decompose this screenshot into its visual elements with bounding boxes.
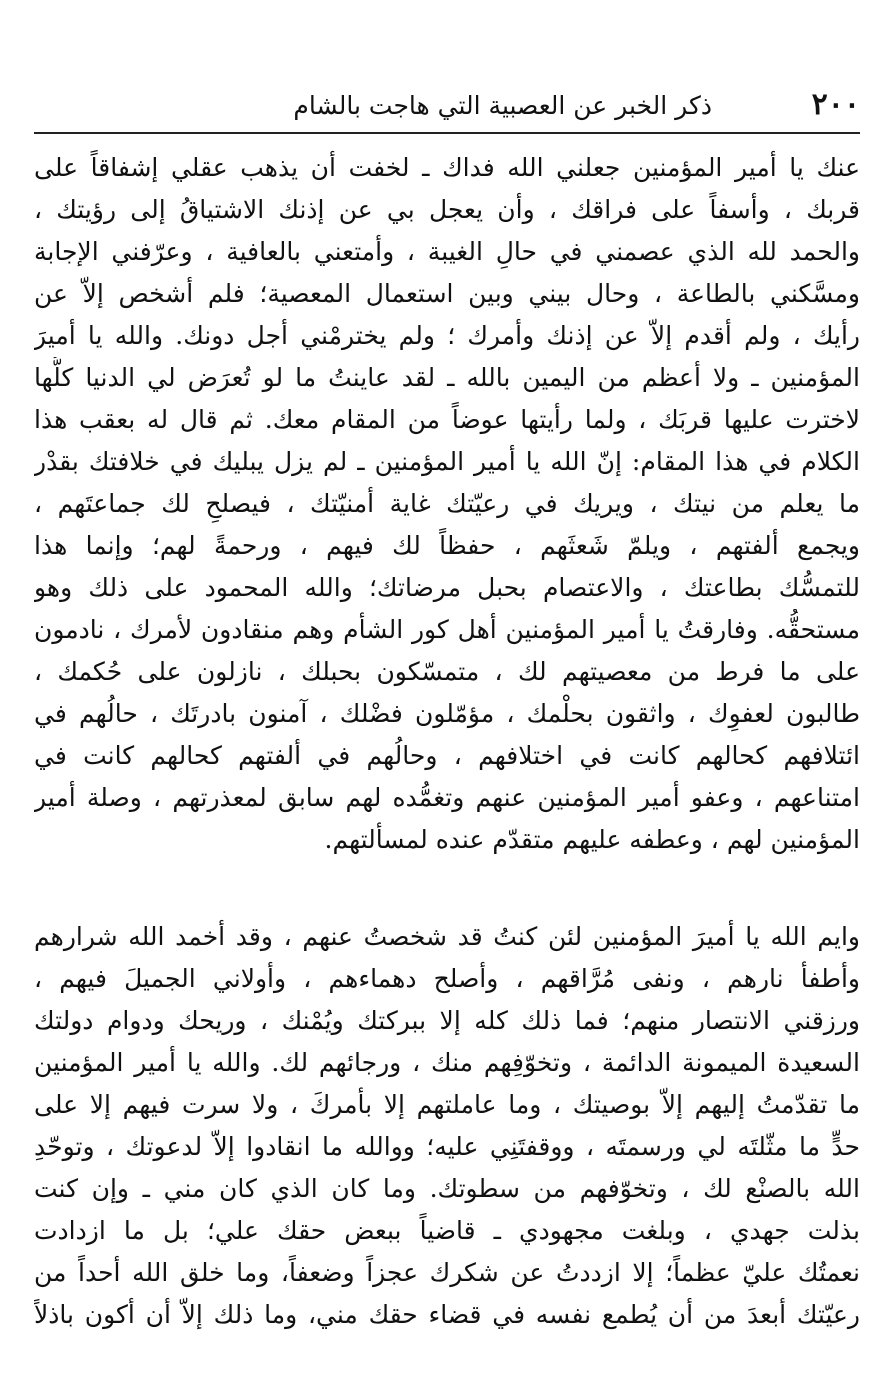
text-line: امتناعهم ، وعفو أمير المؤمنين عنهم وتغمُّده لهم سابق لمعذرتهم ، وصلة أمير	[34, 783, 860, 812]
text-line: وايم الله يا أميرَ المؤمنين لئن كنتُ قد شخصتُ عنهم ، وقد أخمد الله شرارهم	[34, 922, 860, 951]
header-rule	[34, 132, 860, 134]
text-line: الله بالصنْع لك ، وتخوّفهم من سطوتك. وما كان الذي كان مني ـ وإن كنت	[34, 1174, 860, 1203]
text-line: الكلام في هذا المقام: إنّ الله يا أمير المؤمنين ـ لم يزل يبليك في خلافتك بقدْر	[34, 447, 860, 476]
running-head	[34, 82, 860, 130]
text-line: ورزقني الانتصار منهم؛ فما ذلك كله إلا ببركتك ويُمْنك ، وريحك ودوام دولتك	[34, 1006, 860, 1035]
text-line: ائتلافهم كحالهم كانت في اختلافهم ، وحالُهم في ألفتهم كحالهم كانت في	[34, 741, 860, 770]
paragraph-2	[34, 916, 860, 1336]
page-number: ٢٠٠	[811, 87, 860, 122]
paragraph-1	[34, 147, 860, 861]
text-line: طالبون لعفوِك ، واثقون بحلْمك ، مؤمّلون فضْلك ، آمنون بادرتَك ، حالُهم في	[34, 699, 860, 728]
text-line: حدٍّ ما مثّلتَه لي ورسمتَه ، ووقفتَنِي عليه؛ ووالله ما انقادوا إلاّ لدعوتك ، وتوحّدِ	[34, 1132, 860, 1161]
text-line: ومسَّكني بالطاعة ، وحال بيني وبين استعمال المعصية؛ فلم أشخص إلاّ عن	[34, 279, 860, 308]
text-line: قربك ، وأسفاً على فراقك ، وأن يعجل بي عن إذنك الاشتياقُ إلى رؤيتك ،	[34, 195, 860, 224]
text-line: مستحقُّه. وفارقتُ يا أمير المؤمنين أهل كور الشأم وهم منقادون لأمرك ، نادمون	[34, 615, 860, 644]
text-line: وأطفأ نارهم ، ونفى مُرَّاقهم ، وأصلح دهماءهم ، وأولاني الجميلَ فيهم ،	[34, 964, 860, 993]
text-line: المؤمنين ـ ولا أعظم من اليمين بالله ـ لقد عاينتُ ما لو تُعرَض لي الدنيا كلُّها	[34, 363, 860, 392]
running-title: ذكر الخبر عن العصبية التي هاجت بالشام	[293, 91, 712, 120]
text-line: ما يعلم من نيتك ، ويريك في رعيّتك غاية أمنيّتك ، فيصلحِ لك جماعتَهم ،	[34, 489, 860, 518]
text-line: لاخترت عليها قربَك ، ولما رأيتها عوضاً من المقام معك. ثم قال له بعقب هذا	[34, 405, 860, 434]
text-line: رعيّتك أبعدَ من أن يُطمع نفسه في قضاء حقك مني، وما ذلك إلاّ أن أكون باذلاً	[34, 1300, 860, 1329]
text-line: للتمسُّك بطاعتك ، والاعتصام بحبل مرضاتك؛ والله المحمود على ذلك وهو	[34, 573, 860, 602]
text-line: بذلت جهدي ، وبلغت مجهودي ـ قاضياً ببعض حقك علي؛ بل ما ازدادت	[34, 1216, 860, 1245]
text-line: نعمتُك عليّ عظماً؛ إلا ازددتُ عن شكرك عجزاً وضعفاً، وما خلق الله أحداً من	[34, 1258, 860, 1287]
text-line: المؤمنين لهم ، وعطفه عليهم متقدّم عنده لمسألتهم.	[324, 825, 860, 854]
text-line: رأيك ، ولم أقدم إلاّ عن إذنك وأمرك ؛ ولم يخترمْني أجل دونك. والله يا أميرَ	[34, 321, 860, 350]
text-line: عنك يا أمير المؤمنين جعلني الله فداك ـ لخفت أن يذهب عقلي إشفاقاً على	[34, 153, 860, 182]
text-line: ويجمع ألفتهم ، ويلمّ شَعثَهم ، حفظاً لك فيهم ، ورحمةً لهم؛ وإنما هذا	[34, 531, 860, 560]
text-line: والحمد لله الذي عصمني في حالِ الغيبة ، وأمتعني بالعافية ، وعرّفني الإجابة	[34, 237, 860, 266]
text-line: السعيدة الميمونة الدائمة ، وتخوّفِهم منك ، ورجائهم لك. والله يا أمير المؤمنين	[34, 1048, 860, 1077]
text-line: على ما فرط من معصيتهم لك ، متمسّكون بحبلك ، نازلون على حُكمك ،	[34, 657, 860, 686]
text-line: ما تقدّمتُ إليهم إلاّ بوصيتك ، وما عاملتهم إلا بأمركَ ، ولا سرت فيهم إلا على	[34, 1090, 860, 1119]
